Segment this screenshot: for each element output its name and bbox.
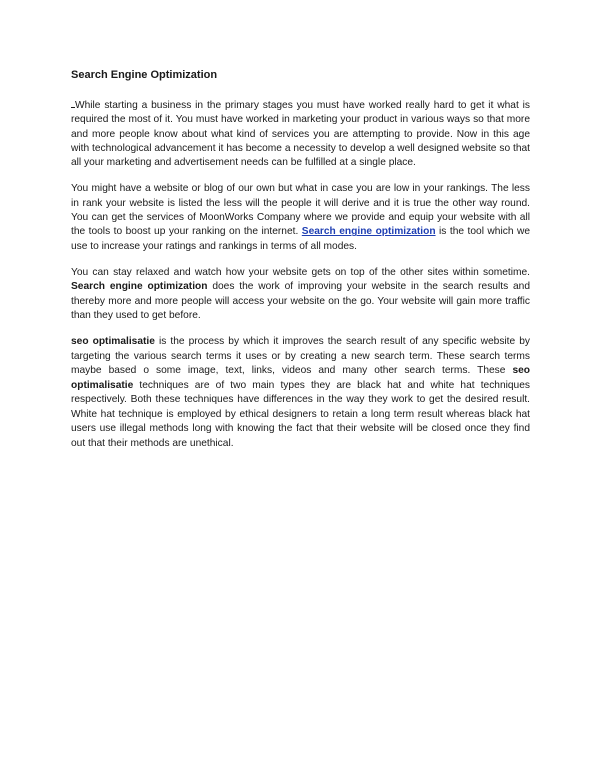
paragraph-relax-text-b: does the work of improving your website in the search results and thereby more and more people will access your website on the go. Your website will gain more traffic than they used to get before.	[71, 281, 530, 321]
document-page	[71, 68, 530, 463]
document-title: Search Engine Optimization	[71, 69, 218, 81]
paragraph-relax-text-a: You can stay relaxed and watch how your website gets on top of the other sites within sometime.	[71, 266, 530, 278]
seo-link[interactable]: Search engine optimization	[301, 226, 436, 238]
paragraph-ranking	[71, 182, 530, 253]
paragraph-seo-text-a: is the process by which it improves the search result of any specific website by targeting the various search terms it uses or by creating a new search term. These search terms maybe based o some image, text, links, videos and many other search terms. These	[71, 336, 530, 377]
paragraph-seo-bold-2: seo optimalisatie	[71, 365, 530, 391]
paragraph-ranking-text-b: is the tool which we use to increase your ratings and rankings in terms of all modes.	[71, 226, 530, 252]
paragraph-intro	[71, 96, 530, 170]
paragraph-seo-text-b: techniques are of two main types they are black hat and white hat techniques respectively. Both these techniques have differences in the way they work to get the desired result. White hat technique is employed by ethical designers to retain a long term result whereas black hat users use illegal methods long with knowing the fact that their website will be closed once they find out that their methods are unethical.	[71, 379, 530, 449]
paragraph-relax	[71, 266, 530, 323]
paragraph-ranking-text-a: You might have a website or blog of our own but what in case you are low in your rankings. The less in rank your website is listed the less will the people it will derive and it is true the other way round. You can get the services of MoonWorks Company where we provide and equip your website with all the tools to boost up your ranking on the internet.	[71, 183, 530, 238]
paragraph-intro-text: While starting a business in the primary stages you must have worked really hard to get it what is required the most of it. You must have worked in marketing your product in various ways so that more and more people know about what kind of services you are attempting to provide. Now in this age with technological advancement it has become a necessity to develop a well designed website so that all your marketing and advertisement needs can be fulfilled at a single place.	[71, 100, 530, 169]
paragraph-seo	[71, 335, 530, 451]
paragraph-seo-bold-1: seo optimalisatie	[71, 336, 155, 348]
paragraph-relax-bold: Search engine optimization	[71, 281, 208, 293]
